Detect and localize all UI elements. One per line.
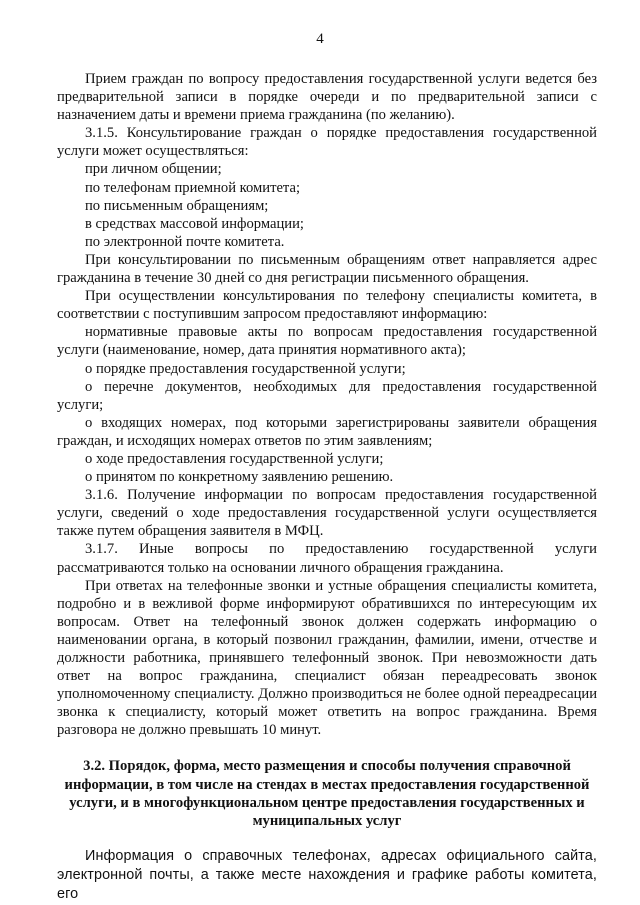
paragraph: 3.1.7. Иные вопросы по предоставлению государственной услуги рассматриваются только на основании личного обращения гражданина. (57, 541, 597, 576)
list-item: по письменным обращениям; (85, 197, 269, 214)
paragraph: При ответах на телефонные звонки и устные обращения специалисты комитета, подробно и в вежливой форме информируют обратившихся по интересующим их вопросам. Ответ на телефонный звонок должен содержать информацию о наименовании органа, в который позвонил гражданин, фамилии, имени, отчестве и должности работника, принявшего телефонный звонок. При невозможности дать ответ на вопрос гражданина, специалист обязан переадресовать звонок уполномоченному специалисту. Должно производиться не более одной переадресации звонка к специалисту, который может ответить на вопрос гражданина. Время разговора не должно превышать 10 минут. (57, 577, 597, 739)
list-item: по электронной почте комитета. (85, 233, 285, 250)
page-number: 4 (316, 31, 324, 47)
section-heading: 3.2. Порядок, форма, место размещения и способы получения справочной информации, в том числе на стендах в местах предоставления государственной услуги, и в многофункциональном центре предоставления государственных и муниципальных услуг (64, 758, 590, 830)
list-item: о порядке предоставления государственной услуги; (85, 360, 406, 377)
list-item: по телефонам приемной комитета; (85, 179, 301, 196)
list-item: при личном общении; (85, 161, 222, 178)
list-item: в средствах массовой информации; (85, 215, 304, 232)
document-body (57, 70, 597, 904)
paragraph: Прием граждан по вопросу предоставления государственной услуги ведется без предварительной записи в порядке очереди и по предварительной записи с назначением даты и времени приема гражданина (по желанию). (57, 71, 597, 124)
list-item: о перечне документов, необходимых для предоставления государственной услуги; (57, 378, 597, 413)
paragraph: Информация о справочных телефонах, адресах официального сайта, электронной почты, а также месте нахождения и графике работы комитета, его (57, 847, 597, 902)
list-item: о входящих номерах, под которыми зарегистрированы заявители обращения граждан, и исходящих номерах ответов по этим заявлениям; (57, 414, 597, 449)
paragraph: При осуществлении консультирования по телефону специалисты комитета, в соответствии с поступившим запросом предоставляют информацию: (57, 288, 597, 323)
list-item: о ходе предоставления государственной услуги; (85, 450, 384, 467)
list-item: о принятом по конкретному заявлению решению. (85, 469, 394, 486)
paragraph: 3.1.5. Консультирование граждан о порядке предоставления государственной услуги может осуществляться: (57, 125, 597, 160)
paragraph: 3.1.6. Получение информации по вопросам предоставления государственной услуги, сведений о ходе предоставления государственной услуги осуществляется также путем обращения заявителя в МФЦ. (57, 487, 597, 540)
list-item: нормативные правовые акты по вопросам предоставления государственной услуги (наименование, номер, дата принятия нормативного акта); (57, 324, 597, 359)
paragraph: При консультировании по письменным обращениям ответ направляется адрес гражданина в течение 30 дней со дня регистрации письменного обращения. (57, 251, 597, 287)
